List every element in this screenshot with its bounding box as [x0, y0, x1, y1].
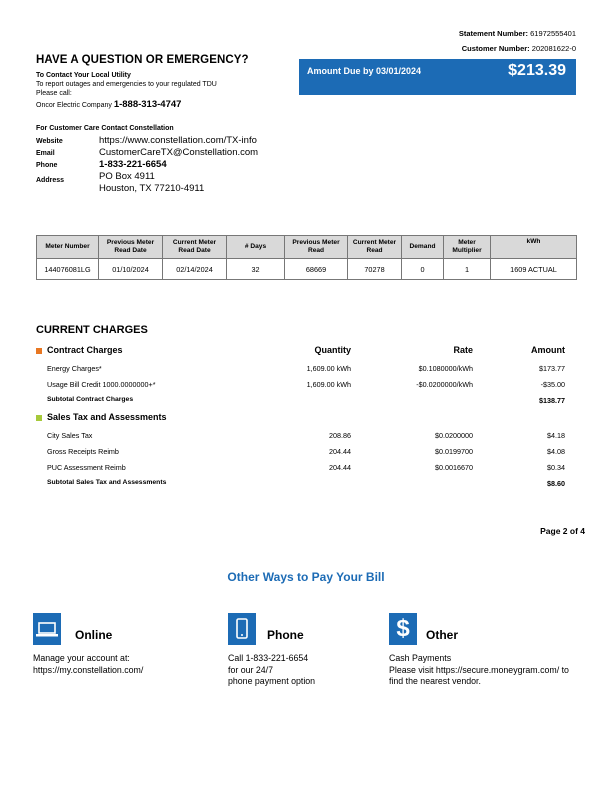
contact-phone: Phone 1-833-221-6654 [36, 159, 167, 170]
phone-icon [228, 613, 256, 645]
meter-table [36, 235, 577, 280]
meter-table-header: Meter Number Previous Meter Read Date Current Meter Read Date # Days Previous Meter Read Current Meter Read Demand Meter Multiplier kWh [37, 236, 577, 259]
statement-number: Statement Number: 61972555401 [458, 29, 576, 38]
contact-address: Address PO Box 4911 Houston, TX 77210-4911 [36, 171, 205, 194]
page-number: Page 2 of 4 [540, 526, 585, 536]
rate-column-header: Rate [453, 345, 473, 355]
website-link[interactable]: https://www.constellation.com/TX-info [99, 135, 257, 146]
quantity-column-header: Quantity [314, 345, 351, 355]
contract-charges-title: Contract Charges [47, 345, 123, 355]
dollar-icon: $ [389, 613, 417, 645]
amount-due-value: $213.39 [508, 62, 566, 79]
contract-marker-icon [36, 348, 42, 354]
phone-text: Call 1-833-221-6654 for our 24/7 phone payment option [228, 653, 316, 686]
amount-column-header: Amount [531, 345, 565, 355]
laptop-icon [33, 613, 61, 645]
current-charges-title: CURRENT CHARGES [36, 324, 148, 336]
amount-due-label: Amount Due by 03/01/2024 [307, 66, 422, 76]
account-link[interactable]: https://my.constellation.com/ [33, 664, 144, 675]
customer-care-heading: For Customer Care Contact Constellation [36, 125, 174, 132]
contact-email: Email CustomerCareTX@Constellation.com [36, 147, 259, 158]
other-heading: Other [426, 628, 459, 642]
customer-number: Customer Number: 202081622-0 [461, 44, 576, 53]
other-text: Cash Payments Please visit https://secure.moneygram.com/ to find the nearest vendor. [389, 653, 569, 686]
utility-phone-line: Oncor Electric Company 1-888-313-4747 [36, 99, 182, 110]
amount-due-box [299, 59, 576, 95]
sales-tax-title: Sales Tax and Assessments [47, 412, 167, 422]
utility-contact: To Contact Your Local Utility To report outages and emergencies to your regulated TDU Please call: [36, 72, 217, 97]
question-title: HAVE A QUESTION OR EMERGENCY? [36, 54, 249, 66]
contact-website: Website https://www.constellation.com/TX-info [36, 135, 257, 146]
pay-section-title: Other Ways to Pay Your Bill [227, 570, 385, 584]
online-text: Manage your account at: https://my.constellation.com/ [33, 653, 144, 675]
phone-heading: Phone [267, 628, 304, 642]
tax-marker-icon [36, 415, 42, 421]
email-link[interactable]: CustomerCareTX@Constellation.com [99, 147, 259, 158]
table-row: 144076081LG 01/10/2024 02/14/2024 32 68669 70278 0 1 1609 ACTUAL [37, 259, 577, 280]
online-heading: Online [75, 628, 113, 642]
